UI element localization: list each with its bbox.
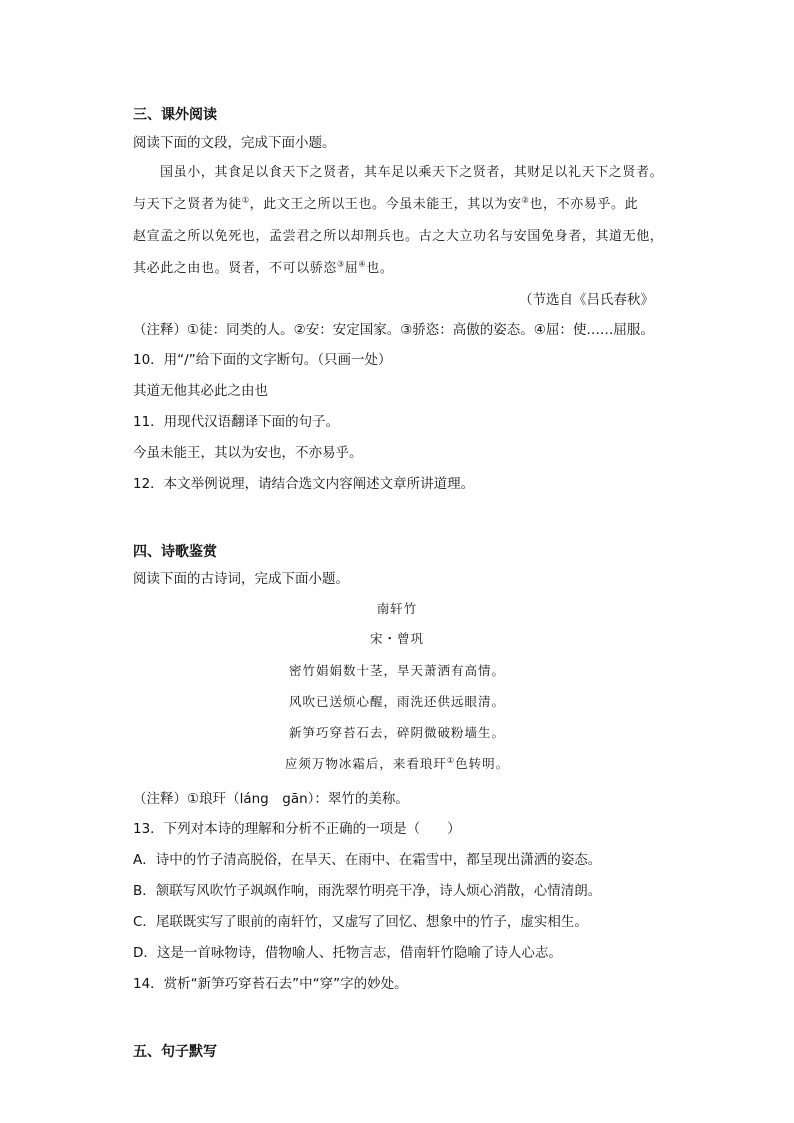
passage-text: 其必此之由也。贤者，不可以骄恣 [133, 261, 338, 276]
section-3-heading: 三、课外阅读 [133, 107, 217, 123]
option-c: C．尾联既实写了眼前的南轩竹，又虚写了回忆、想象中的竹子，虚实相生。 [133, 914, 588, 930]
poem-notes: （注释）①琅玕（láng gān）：翠竹的美称。 [133, 791, 409, 807]
footnote-marker: ① [446, 755, 456, 765]
poem-text: 应须万物冰霜后，来看琅玕 [284, 756, 447, 771]
section-3-instruction: 阅读下面的文段，完成下面小题。 [133, 135, 336, 151]
question-13: 13．下列对本诗的理解和分析不正确的一项是（ ） [133, 821, 461, 837]
question-10-text: 其道无他其必此之由也 [133, 383, 268, 399]
poem-text: 色转明。 [455, 756, 510, 771]
question-11: 11．用现代汉语翻译下面的句子。 [133, 414, 340, 430]
question-14: 14．赏析“新笋巧穿苔石去”中“穿”字的妙处。 [133, 976, 408, 992]
section-4-heading: 四、诗歌鉴赏 [133, 544, 217, 560]
question-12: 12．本文举例说理，请结合选文内容阐述文章所讲道理。 [133, 476, 475, 492]
section-5-heading: 五、句子默写 [133, 1044, 217, 1060]
passage-text: 与天下之贤者为徒 [133, 197, 242, 212]
footnote-marker: ④ [358, 259, 367, 269]
passage-notes: （注释）①徒：同类的人。②安：安定国家。③骄恣：高傲的姿态。④屈：使……屈服。 [133, 322, 654, 338]
poem-line-2: 风吹已送烦心醒，雨洗还供远眼清。 [288, 694, 505, 709]
option-d: D．这是一首咏物诗，借物喻人、托物言志，借南轩竹隐喻了诗人心志。 [133, 945, 562, 961]
passage-line-1 [160, 161, 663, 180]
question-10: 10．用“/”给下面的文字断句。（只画一处） [133, 352, 392, 368]
passage-text: ，此文王之所以王也。今虽未能王，其以为安 [249, 197, 522, 212]
option-b: B．颔联写风吹竹子飒飒作响，雨洗翠竹明亮干净，诗人烦心消散，心情清朗。 [133, 883, 602, 899]
footnote-marker: ③ [337, 259, 345, 269]
section-4-instruction: 阅读下面的古诗词，完成下面小题。 [133, 571, 349, 587]
question-11-text: 今虽未能王，其以为安也，不亦易乎。 [133, 445, 363, 461]
poem-author: 宋・曾巩 [369, 631, 424, 646]
passage-line-4 [133, 257, 393, 276]
passage-text: 国虽小，其食足以食天下之贤者，其车足以乘天下之贤者，其财足以礼天下之贤者。 [160, 165, 664, 180]
poem-title: 南轩竹 [376, 601, 418, 616]
footnote-marker: ① [241, 195, 250, 205]
passage-line-3: 赵宣孟之所以免死也，孟尝君之所以却荆兵也。古之大立功名与安国免身者，其道无他， [133, 229, 664, 244]
footnote-marker: ② [521, 195, 530, 205]
passage-line-2 [133, 193, 638, 212]
poem-line-4 [0, 754, 794, 772]
passage-text: 屈 [344, 261, 359, 276]
passage-text: 也，不亦易乎。此 [529, 197, 639, 212]
option-a: A．诗中的竹子清高脱俗，在旱天、在雨中、在霜雪中，都呈现出潇洒的姿态。 [133, 852, 602, 868]
poem-line-3: 新笋巧穿苔石去，碎阴微破粉墙生。 [288, 725, 505, 740]
passage-text: 也。 [366, 261, 394, 276]
poem-line-1: 密竹娟娟数十茎，旱天萧洒有高情。 [288, 663, 505, 678]
passage-source: （节选自《吕氏春秋》 [519, 292, 654, 308]
